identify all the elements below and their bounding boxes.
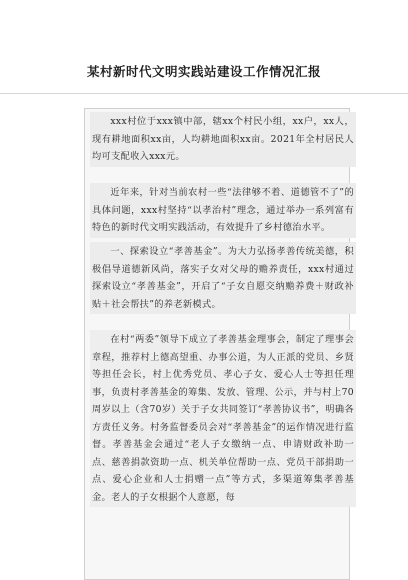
document-title: 某村新时代文明实践站建设工作情况汇报 [86,64,321,79]
paragraph-2: 近年来，针对当前农村一些“法律够不着、道德管不了”的具体问题，xxx村坚持“以孝治村”理念，通过举办一系列富有特色的新时代文明实践活动，有效提升了乡村德治水平。 [90,183,356,238]
paragraph-3: 一、探索设立“孝善基金”。为大力弘扬孝善传统美德，积极倡导道德新风尚，落实子女对父母的赡养责任，xxx村通过探索设立“孝善基金”，开启了“子女自愿交纳赡养费＋财政补贴＋社会帮扶”的养老新模式。 [90,242,356,314]
paragraph-4: 在村“两委”领导下成立了孝善基金理事会，制定了理事会章程，推荐村上德高望重、办事公道，为人正派的党员、乡贤等担任会长，村上优秀党员、孝心子女、爱心人士等担任理事，负责村孝善基金的筹集、发放、管理、公示，并与村上70周岁以上（含70岁）关于子女共同签订“孝善协议书”，明确各方责任义务。村务监督委员会对“孝善基金”的运作情况进行监督。孝善基金会通过“老人子女缴纳一点、申请财政补助一点、慈善捐款资助一点、机关单位帮助一点、党员干部捐助一点、爱心企业和人士捐赠一点”等方式，多渠道筹集孝善基金。老人的子女根据个人意愿，每 [90,330,356,507]
top-divider [0,93,408,94]
paragraph-1: xxx村位于xxx镇中部，辖xx个村民小组，xx户，xx人，现有耕地面积xx亩，人均耕地面积xx亩。2021年全村居民人均可支配收入xxx元。 [90,112,356,167]
